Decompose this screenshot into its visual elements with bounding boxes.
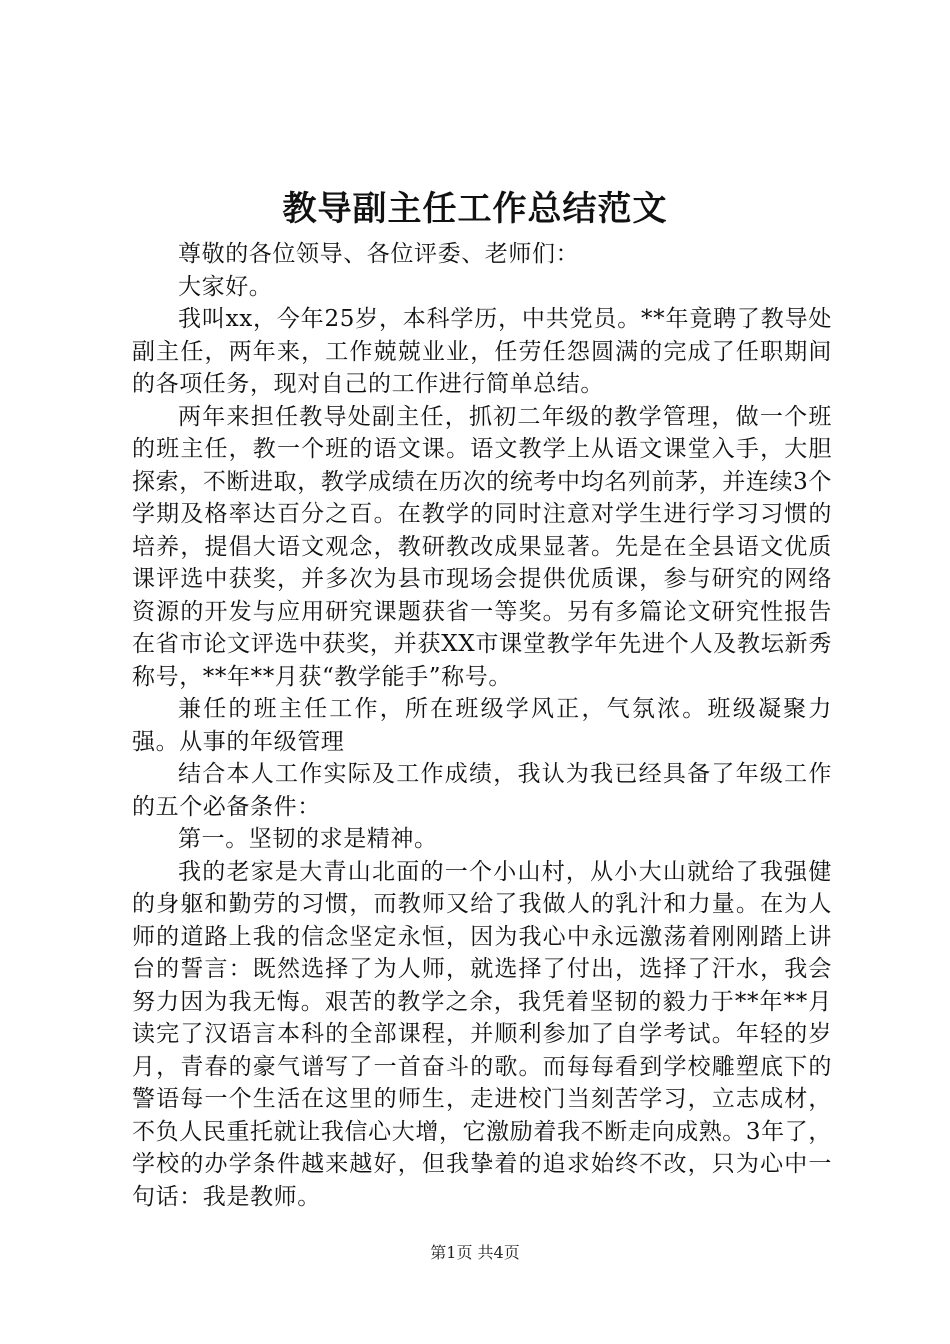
class-teacher-paragraph: 兼任的班主任工作，所在班级学风正，气氛浓。班级凝聚力强。从事的年级管理	[132, 696, 832, 755]
first-condition-heading: 第一。坚韧的求是精神。	[178, 826, 438, 852]
personal-story-paragraph: 我的老家是大青山北面的一个小山村，从小大山就给了我强健的身躯和勤劳的习惯，而教师又给了我做人的乳汁和力量。在为人师的道路上我的信念坚定永恒，因为我心中永远激荡着刚刚踏上讲台的誓言：既然选择了为人师，就选择了付出，选择了汗水，我会努力因为我无悔。艰苦的教学之余，我凭着坚韧的毅力于**年**月读完了汉语言本科的全部课程，并顺利参加了自学考试。年轻的岁月，青春的豪气谱写了一首奋斗的歌。而每每看到学校雕塑底下的警语每一个生活在这里的师生，走进校门当刻苦学习，立志成材，不负人民重托就让我信心大增，它激励着我不断走向成熟。3年了，学校的办学条件越来越好，但我挚着的追求始终不改，只为心中一句话：我是教师。	[132, 858, 832, 1210]
salutation-paragraph: 尊敬的各位领导、各位评委、老师们：	[178, 241, 580, 267]
greeting-paragraph: 大家好。	[178, 273, 273, 300]
document-title: 教导副主任工作总结范文	[282, 189, 668, 229]
document-body	[132, 238, 832, 1213]
teaching-achievements-paragraph: 两年来担任教导处副主任，抓初二年级的教学管理，做一个班的班主任，教一个班的语文课。语文教学上从语文课堂入手，大胆探索，不断进取，教学成绩在历次的统考中均名列前茅，并连续3个学期及格率达百分之百。在教学的同时注意对学生进行学习习惯的培养，提倡大语文观念，教研教改成果显著。先是在全县语文优质课评选中获奖，并多次为县市现场会提供优质课，参与研究的网络资源的开发与应用研究课题获省一等奖。另有多篇论文研究性报告在省市论文评选中获奖，并获XX市课堂教学年先进个人及教坛新秀称号，**年**月获“教学能手”称号。	[132, 403, 832, 690]
self-introduction-paragraph: 我叫xx，今年25岁，本科学历，中共党员。**年竟聘了教导处副主任，两年来，工作兢兢业业，任劳任怨圆满的完成了任职期间的各项任务，现对自己的工作进行简单总结。	[132, 306, 832, 397]
conditions-intro-paragraph: 结合本人工作实际及工作成绩，我认为我已经具备了年级工作的五个必备条件：	[132, 761, 832, 820]
page-footer: 第1页 共4页	[430, 1243, 520, 1262]
